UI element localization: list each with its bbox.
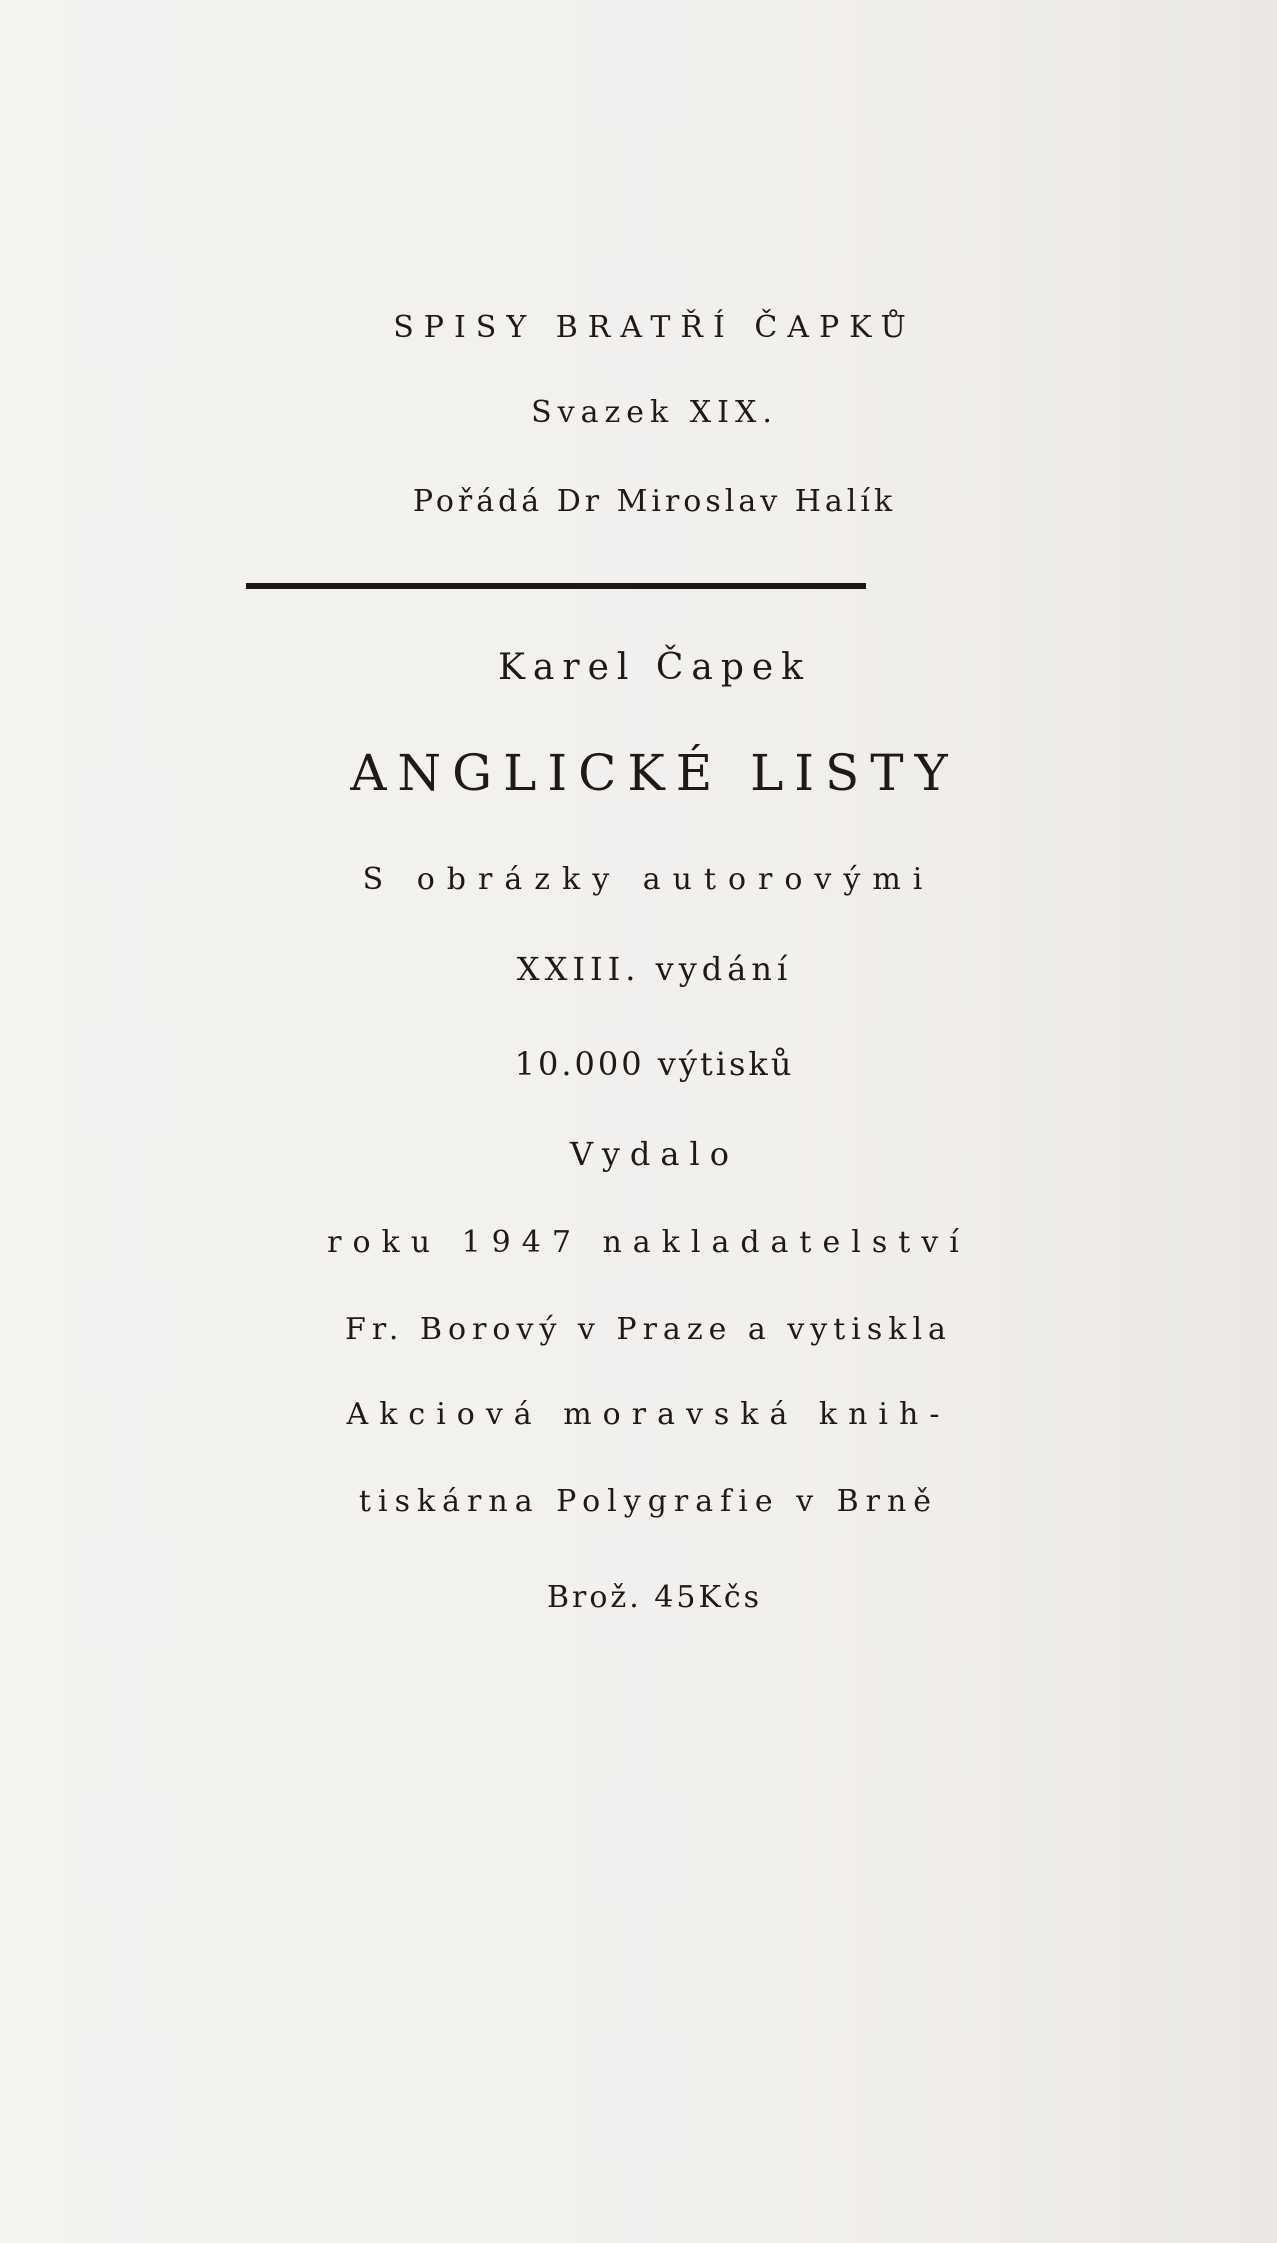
published-label: Vydalo bbox=[570, 1135, 739, 1173]
publisher-line: Akciová moravská knih- bbox=[346, 1397, 951, 1432]
volume-number: Svazek XIX. bbox=[531, 395, 778, 430]
divider-rule bbox=[246, 583, 866, 589]
edition-number: XXIII. vydání bbox=[516, 950, 793, 988]
book-title: ANGLICKÉ LISTY bbox=[350, 744, 959, 802]
publisher-line: Fr. Borový v Praze a vytiskla bbox=[345, 1312, 952, 1347]
series-editor: Pořádá Dr Miroslav Halík bbox=[412, 484, 897, 519]
price: Brož. 45Kčs bbox=[546, 1580, 763, 1615]
print-run: 10.000 výtisků bbox=[514, 1045, 795, 1083]
publisher-line: tiskárna Polygrafie v Brně bbox=[358, 1484, 939, 1519]
publisher-line: roku 1947 nakladatelství bbox=[327, 1225, 970, 1260]
illustrations-note: S obrázky autorovými bbox=[362, 862, 935, 897]
series-title: SPISY BRATŘÍ ČAPKŮ bbox=[393, 310, 916, 345]
author-name: Karel Čapek bbox=[498, 647, 811, 688]
